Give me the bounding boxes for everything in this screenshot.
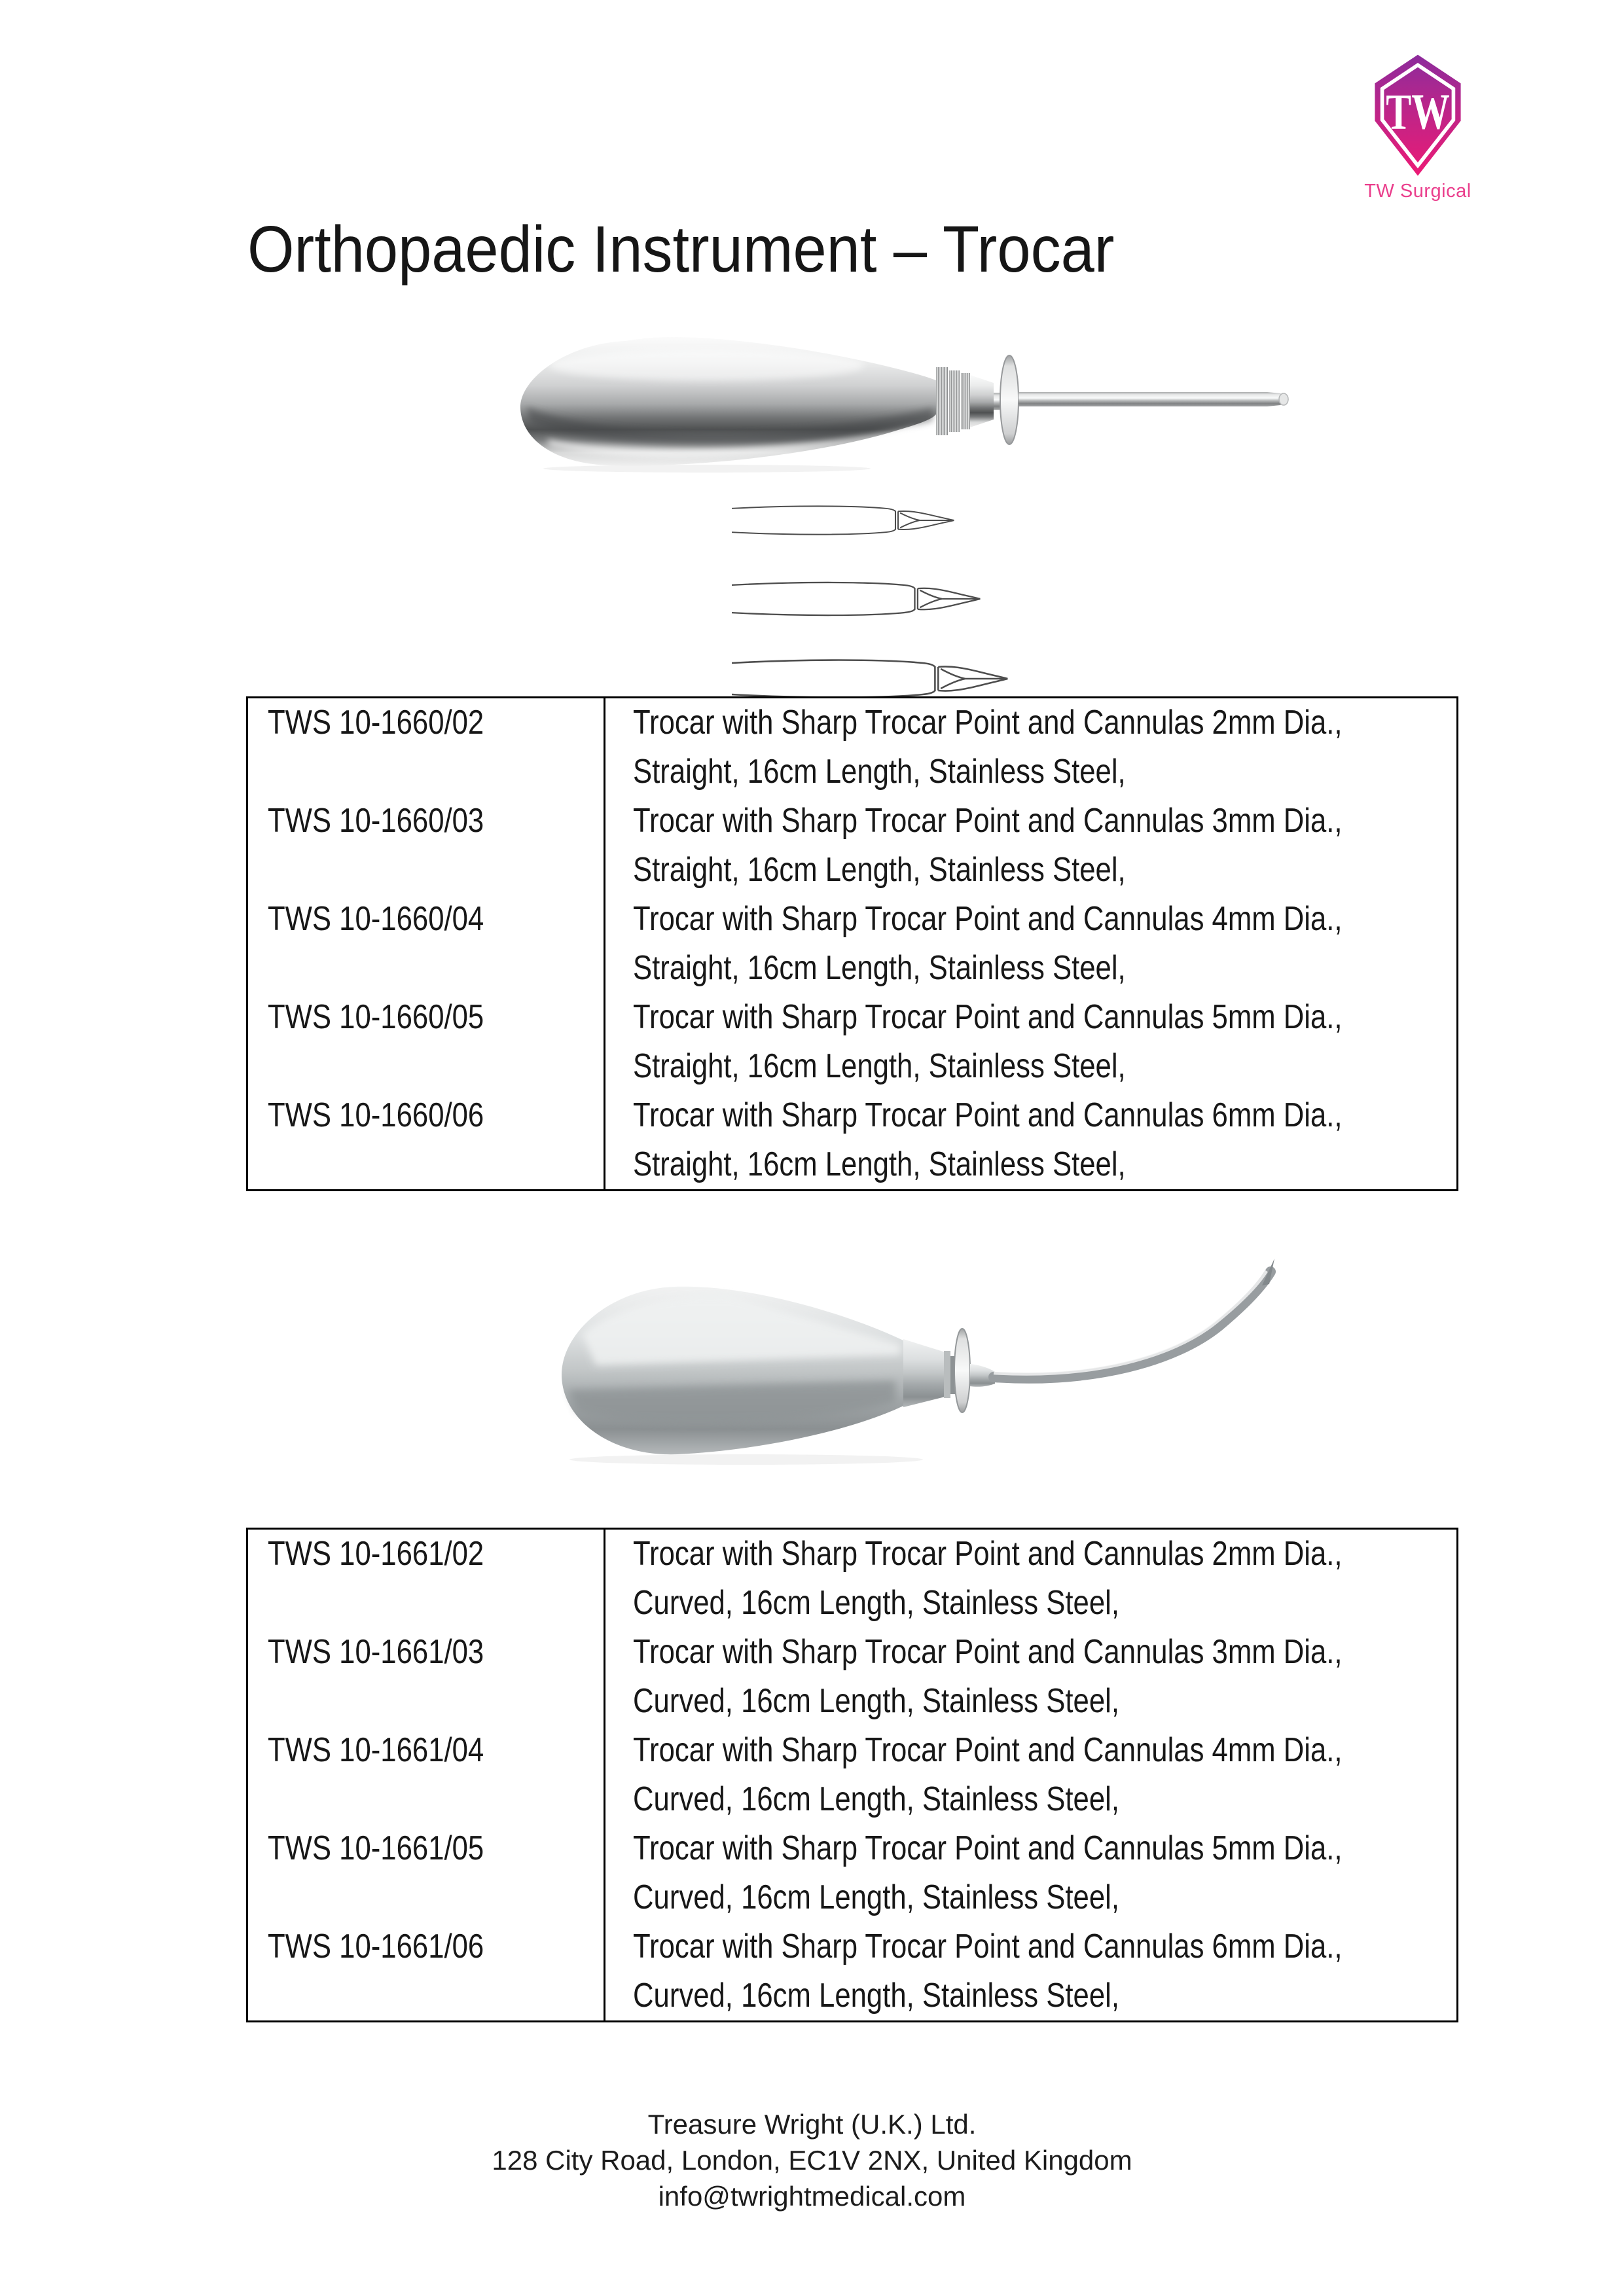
product-description-line	[633, 993, 1477, 1042]
product-description-line	[633, 1091, 1477, 1140]
table-row	[248, 698, 1456, 797]
handle-shadow	[569, 1454, 923, 1465]
table-row	[248, 1726, 1456, 1824]
description-text: Trocar with Sharp Trocar Point and Cannulas 2mm Dia.,	[633, 1535, 1343, 1573]
product-code-cell	[248, 1091, 604, 1189]
ferrule-ring	[944, 1351, 950, 1398]
product-description-cell	[604, 1091, 1477, 1189]
curved-trocar-photo	[537, 1255, 1276, 1466]
ferrule-cone	[903, 1339, 945, 1407]
product-table-curved	[246, 1528, 1458, 2022]
product-description-cell	[604, 895, 1477, 993]
description-text: Trocar with Sharp Trocar Point and Cannulas 3mm Dia.,	[633, 802, 1343, 840]
product-description-cell	[604, 797, 1477, 895]
product-code-cell	[248, 797, 604, 895]
logo-label: TW Surgical	[1364, 181, 1471, 202]
collar-ring	[936, 367, 948, 435]
guard-disc	[1000, 355, 1019, 444]
tw-surgical-logo	[1359, 54, 1477, 202]
collar-ring	[949, 370, 960, 432]
straight-trocar-illustration	[511, 329, 1290, 473]
product-description-cell	[604, 1824, 1477, 1922]
description-text: Curved, 16cm Length, Stainless Steel,	[633, 1682, 1119, 1720]
page-title	[247, 213, 1190, 285]
trocar-tip-drawing-medium	[732, 580, 992, 618]
table-row	[248, 1530, 1456, 1628]
trocar-tip-drawing-small	[732, 504, 965, 537]
product-code: TWS 10-1660/04	[268, 900, 484, 938]
table-row	[248, 1628, 1456, 1726]
table-row	[248, 1922, 1456, 2020]
product-description-cell	[604, 698, 1477, 797]
product-description-line	[633, 797, 1477, 846]
description-text: Curved, 16cm Length, Stainless Steel,	[633, 1584, 1119, 1622]
guard-disc	[954, 1329, 970, 1412]
product-description-line	[633, 698, 1477, 747]
description-text: Straight, 16cm Length, Stainless Steel,	[633, 949, 1126, 987]
product-code: TWS 10-1660/05	[268, 998, 484, 1036]
product-description-line	[633, 1775, 1477, 1824]
description-text: Trocar with Sharp Trocar Point and Cannulas 5mm Dia.,	[633, 998, 1343, 1036]
description-text: Straight, 16cm Length, Stainless Steel,	[633, 753, 1126, 791]
product-description-line	[633, 1726, 1477, 1775]
product-code: TWS 10-1660/06	[268, 1096, 484, 1134]
product-code: TWS 10-1661/04	[268, 1731, 484, 1769]
handle-sheen	[550, 350, 864, 381]
product-description-line	[633, 895, 1477, 944]
product-description-line	[633, 1922, 1477, 1971]
product-description-line	[633, 846, 1477, 895]
curved-trocar-illustration	[537, 1255, 1276, 1466]
company-address: 128 City Road, London, EC1V 2NX, United Kingdom	[492, 2145, 1132, 2176]
page-title-text: Orthopaedic Instrument – Trocar	[247, 213, 1115, 286]
trocar-shaft	[1019, 392, 1267, 406]
description-text: Curved, 16cm Length, Stainless Steel,	[633, 1780, 1119, 1818]
product-code-cell	[248, 895, 604, 993]
product-description-line	[633, 1824, 1477, 1873]
description-text: Curved, 16cm Length, Stainless Steel,	[633, 1977, 1119, 2015]
description-text: Trocar with Sharp Trocar Point and Cannulas 2mm Dia.,	[633, 704, 1343, 742]
description-text: Trocar with Sharp Trocar Point and Cannulas 6mm Dia.,	[633, 1096, 1343, 1134]
product-code: TWS 10-1661/06	[268, 1928, 484, 1965]
company-name: Treasure Wright (U.K.) Ltd.	[647, 2109, 977, 2140]
product-code-cell	[248, 1530, 604, 1628]
product-code: TWS 10-1661/05	[268, 1829, 484, 1867]
table-row	[248, 1824, 1456, 1922]
product-description-line	[633, 747, 1477, 797]
handle-shadow	[543, 465, 871, 473]
straight-trocar-photo	[511, 329, 1290, 473]
product-description-line	[633, 1042, 1477, 1091]
product-description-line	[633, 1971, 1477, 2020]
table-row	[248, 895, 1456, 993]
product-description-line	[633, 1140, 1477, 1189]
trocar-tip-drawing-large	[732, 657, 1021, 700]
table-row	[248, 1091, 1456, 1189]
logo-monogram: TW	[1386, 83, 1450, 140]
description-text: Curved, 16cm Length, Stainless Steel,	[633, 1878, 1119, 1916]
description-text: Trocar with Sharp Trocar Point and Cannulas 4mm Dia.,	[633, 1731, 1343, 1769]
product-code-cell	[248, 1628, 604, 1726]
product-code: TWS 10-1660/03	[268, 802, 484, 840]
tw-shield-icon	[1362, 54, 1473, 178]
description-text: Trocar with Sharp Trocar Point and Cannulas 3mm Dia.,	[633, 1633, 1343, 1671]
product-code-cell	[248, 993, 604, 1091]
collar-ring	[961, 373, 970, 429]
product-description-cell	[604, 1628, 1477, 1726]
product-description-cell	[604, 1530, 1477, 1628]
product-description-cell	[604, 1726, 1477, 1824]
product-description-line	[633, 1677, 1477, 1726]
product-code-cell	[248, 1922, 604, 2020]
table-row	[248, 993, 1456, 1091]
product-table-straight	[246, 696, 1458, 1191]
page-footer	[0, 2106, 1624, 2214]
product-description-cell	[604, 993, 1477, 1091]
product-code-cell	[248, 1726, 604, 1824]
company-email: info@twrightmedical.com	[658, 2181, 966, 2212]
product-code-cell	[248, 698, 604, 797]
product-description-line	[633, 1628, 1477, 1677]
table-row	[248, 797, 1456, 895]
description-text: Trocar with Sharp Trocar Point and Cannulas 5mm Dia.,	[633, 1829, 1343, 1867]
collar-cone	[970, 375, 994, 427]
description-text: Trocar with Sharp Trocar Point and Cannulas 4mm Dia.,	[633, 900, 1343, 938]
product-description-line	[633, 1530, 1477, 1579]
product-code: TWS 10-1661/02	[268, 1535, 484, 1573]
trocar-point-tip	[1279, 393, 1288, 405]
product-code-cell	[248, 1824, 604, 1922]
product-description-cell	[604, 1922, 1477, 2020]
product-description-line	[633, 1579, 1477, 1628]
product-code: TWS 10-1661/03	[268, 1633, 484, 1671]
description-text: Straight, 16cm Length, Stainless Steel,	[633, 1145, 1126, 1183]
product-description-line	[633, 944, 1477, 993]
description-text: Straight, 16cm Length, Stainless Steel,	[633, 851, 1126, 889]
product-code: TWS 10-1660/02	[268, 704, 484, 742]
product-description-line	[633, 1873, 1477, 1922]
description-text: Straight, 16cm Length, Stainless Steel,	[633, 1047, 1126, 1085]
description-text: Trocar with Sharp Trocar Point and Cannulas 6mm Dia.,	[633, 1928, 1343, 1965]
